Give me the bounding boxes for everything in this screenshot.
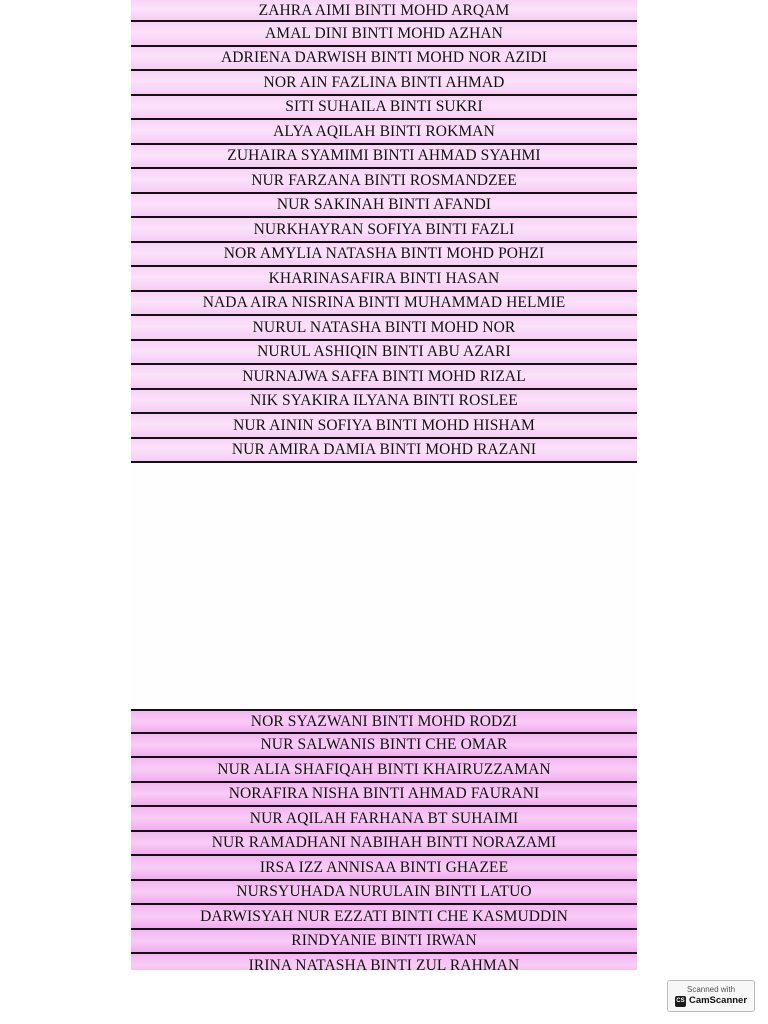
watermark-brand	[675, 995, 747, 1007]
list-item: NUR AMIRA DAMIA BINTI MOHD RAZANI	[131, 439, 637, 464]
list-item: NUR ALIA SHAFIQAH BINTI KHAIRUZZAMAN	[131, 758, 637, 783]
list-item: NUR RAMADHANI NABIHAH BINTI NORAZAMI	[131, 832, 637, 857]
list-item: NUR FARZANA BINTI ROSMANDZEE	[131, 169, 637, 194]
list-item: IRINA NATASHA BINTI ZUL RAHMAN	[131, 954, 637, 970]
list-item: NIK SYAKIRA ILYANA BINTI ROSLEE	[131, 390, 637, 415]
list-item: NURKHAYRAN SOFIYA BINTI FAZLI	[131, 218, 637, 243]
list-item: NORAFIRA NISHA BINTI AHMAD FAURANI	[131, 783, 637, 808]
list-item: NADA AIRA NISRINA BINTI MUHAMMAD HELMIE	[131, 292, 637, 317]
list-item: IRSA IZZ ANNISAA BINTI GHAZEE	[131, 856, 637, 881]
list-item: DARWISYAH NUR EZZATI BINTI CHE KASMUDDIN	[131, 905, 637, 930]
list-item: AMAL DINI BINTI MOHD AZHAN	[131, 22, 637, 47]
name-list-top	[131, 0, 637, 463]
list-item: RINDYANIE BINTI IRWAN	[131, 930, 637, 955]
list-item: NURUL ASHIQIN BINTI ABU AZARI	[131, 341, 637, 366]
camscanner-logo-icon: CS	[675, 996, 686, 1007]
list-item: SITI SUHAILA BINTI SUKRI	[131, 96, 637, 121]
list-item: NOR SYAZWANI BINTI MOHD RODZI	[131, 709, 637, 734]
list-item: NOR AIN FAZLINA BINTI AHMAD	[131, 71, 637, 96]
list-item: KHARINASAFIRA BINTI HASAN	[131, 267, 637, 292]
list-item: ADRIENA DARWISH BINTI MOHD NOR AZIDI	[131, 47, 637, 72]
list-item: NURSYUHADA NURULAIN BINTI LATUO	[131, 881, 637, 906]
list-item: ZAHRA AIMI BINTI MOHD ARQAM	[131, 0, 637, 22]
list-item: NUR AININ SOFIYA BINTI MOHD HISHAM	[131, 414, 637, 439]
camscanner-watermark	[667, 980, 755, 1012]
list-item: NUR SALWANIS BINTI CHE OMAR	[131, 734, 637, 759]
list-item: NOR AMYLIA NATASHA BINTI MOHD POHZI	[131, 243, 637, 268]
list-item: ALYA AQILAH BINTI ROKMAN	[131, 120, 637, 145]
list-item: NUR SAKINAH BINTI AFANDI	[131, 194, 637, 219]
list-item: NURUL NATASHA BINTI MOHD NOR	[131, 316, 637, 341]
name-list-bottom	[131, 709, 637, 970]
list-item: ZUHAIRA SYAMIMI BINTI AHMAD SYAHMI	[131, 145, 637, 170]
watermark-caption: Scanned with	[686, 985, 736, 994]
blank-page-area	[131, 463, 637, 709]
list-item: NURNAJWA SAFFA BINTI MOHD RIZAL	[131, 365, 637, 390]
watermark-brand-name: CamScanner	[688, 995, 748, 1006]
list-item: NUR AQILAH FARHANA BT SUHAIMI	[131, 807, 637, 832]
